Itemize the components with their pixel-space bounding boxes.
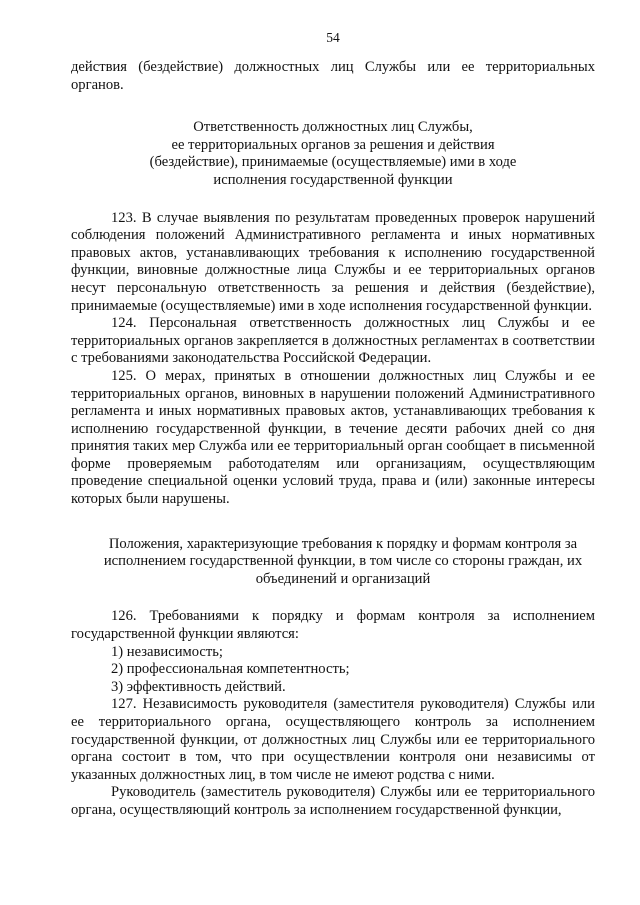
heading-line: Положения, характеризующие требования к порядку и формам контроля за: [108, 535, 578, 552]
page-number: 54: [326, 30, 340, 45]
intro-paragraph: действия (бездействие) должностных лиц Службы или ее территориальных органов.: [71, 59, 595, 93]
heading-line: ее территориальных органов за решения и действия: [171, 136, 495, 153]
section-heading-responsibility: [71, 119, 595, 189]
heading-line: объединений и организаций: [255, 570, 431, 587]
heading-line: Ответственность должностных лиц Службы,: [193, 119, 473, 136]
heading-line: исполнением государственной функции, в том числе со стороны граждан, их: [103, 553, 583, 570]
paragraph-123: 123. В случае выявления по результатам проведенных проверок нарушений соблюдения положений Административного регламента и иных нормативных правовых актов, устанавливающих требования к исполнению государственной функции, виновные должностные лица Службы и ее территориальных органов несут персональную ответственность за решения и действия (бездействие), принимаемые (осуществляемые) ими в ходе исполнения государственной функции.: [71, 209, 595, 314]
list-item: 2) профессиональная компетентность;: [111, 661, 350, 678]
paragraph-125: 125. О мерах, принятых в отношении должностных лиц Службы и ее территориальных органов, виновных в нарушении положений Административного регламента и иных нормативных правовых актов, устанавливающих требования к исполнению государственной функции, в течение десяти рабочих дней со дня принятия таких мер Служба или ее территориальный орган сообщает в письменной форме проверяемым работодателям или организациям, осуществляющим проведение специальной оценки условий труда, права и (или) законные интересы которых были нарушены.: [71, 367, 595, 508]
list-item: 1) независимость;: [111, 643, 223, 660]
paragraph-124: 124. Персональная ответственность должностных лиц Службы и ее территориальных органов закрепляется в должностных регламентах в соответствии с требованиями законодательства Российской Федерации.: [71, 315, 595, 367]
heading-line: (бездействие), принимаемые (осуществляемые) ими в ходе: [149, 154, 517, 171]
paragraph-127: 127. Независимость руководителя (заместителя руководителя) Службы или ее территориального органа, осуществляющего контроль за исполнением государственной функции, от должностных лиц Службы или ее территориального органа состоит в том, что при осуществлении контроля они независимы от указанных должностных лиц, в том числе не имеют родства с ними.: [71, 696, 595, 783]
heading-line: исполнения государственной функции: [213, 171, 453, 188]
list-item: 3) эффективность действий.: [111, 678, 286, 695]
paragraph-126: 126. Требованиями к порядку и формам контроля за исполнением государственной функции являются:: [71, 608, 595, 643]
section-heading-control-requirements: [91, 536, 595, 589]
paragraph-continuation: Руководитель (заместитель руководителя) Службы или ее территориального органа, осуществляющий контроль за исполнением государственной функции,: [71, 784, 595, 818]
